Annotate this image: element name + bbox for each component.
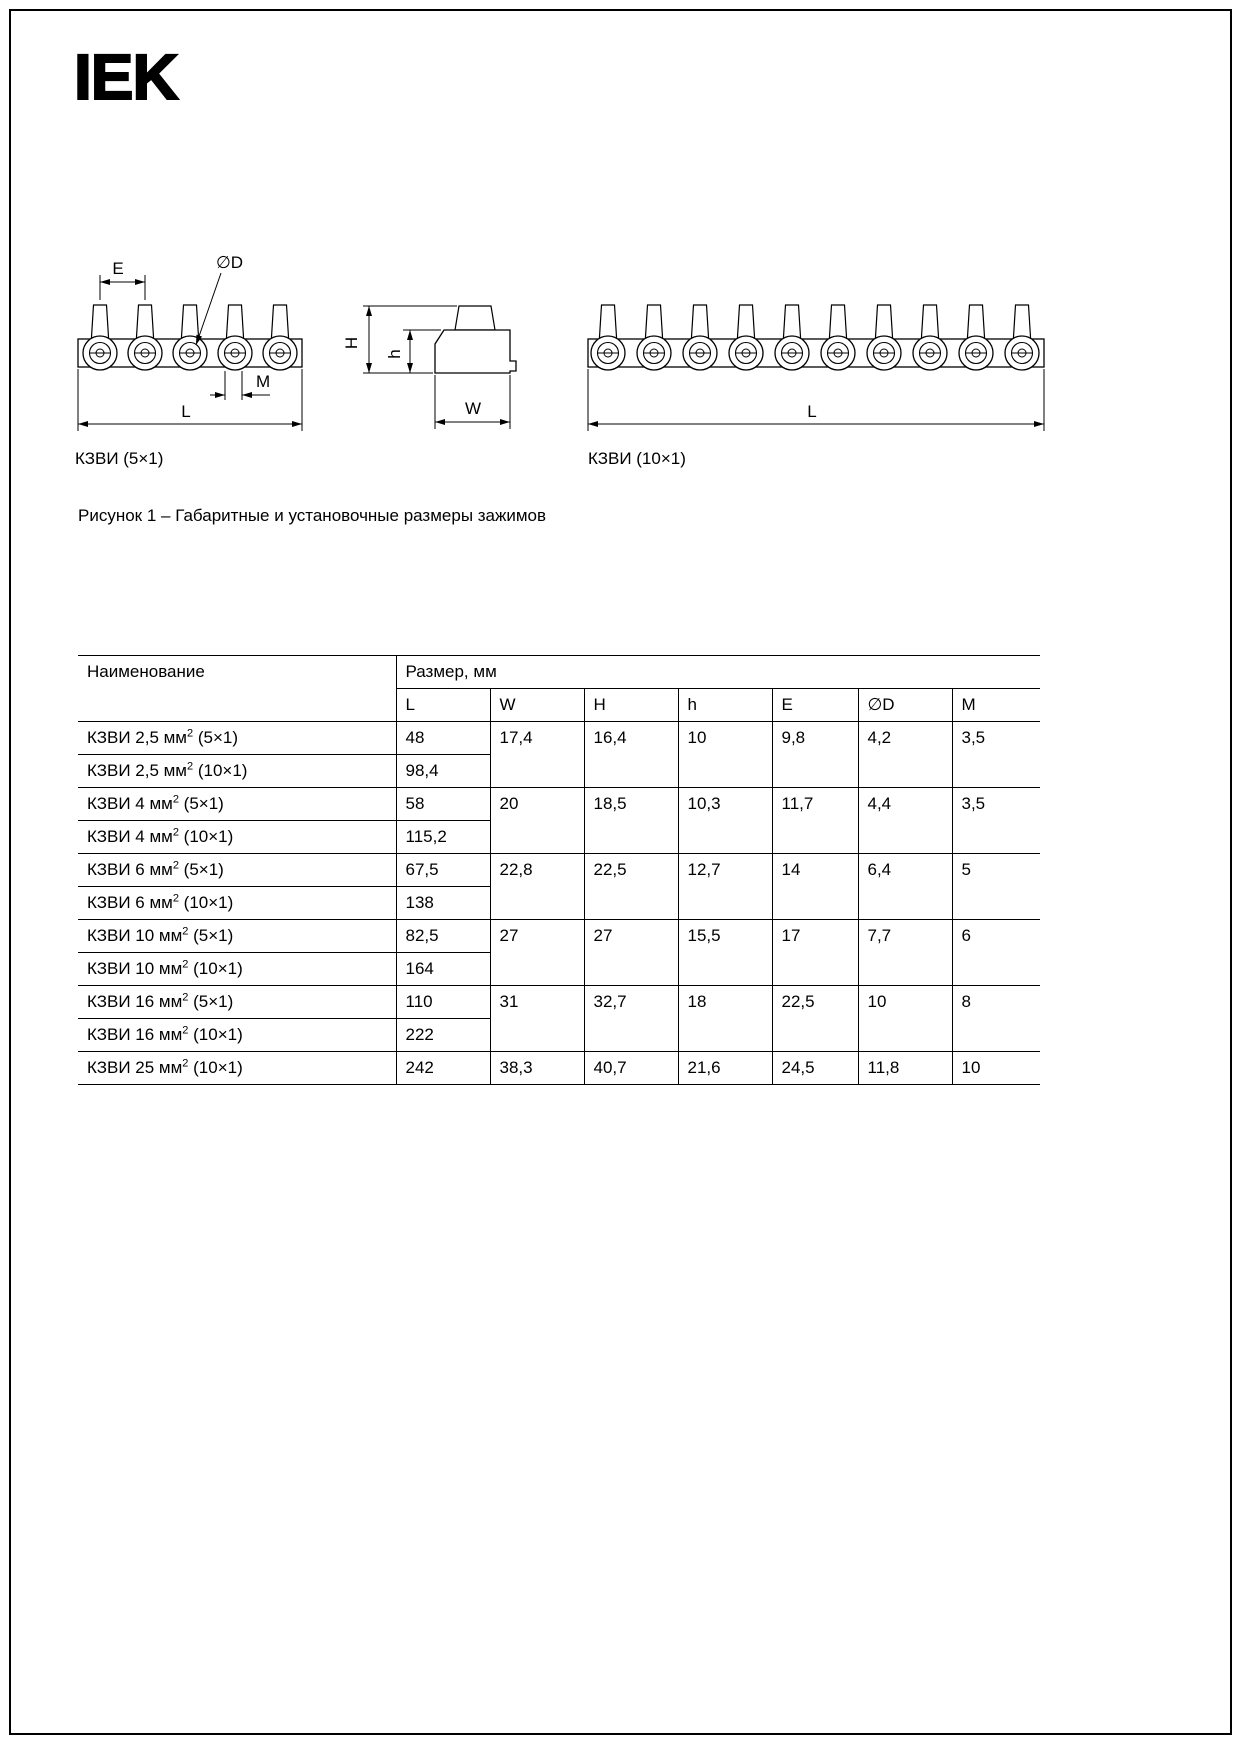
figure-title: Рисунок 1 – Габаритные и установочные размеры зажимов bbox=[78, 506, 547, 525]
cell-name: КЗВИ 2,5 $мм^2$ (5×1) bbox=[78, 722, 396, 755]
cell-name: КЗВИ 10 $мм^2$ (10×1) bbox=[78, 953, 396, 986]
cell-name: КЗВИ 16 $мм^2$ (10×1) bbox=[78, 1019, 396, 1052]
cell-e: 22,5 bbox=[772, 986, 858, 1052]
clamp-body bbox=[218, 336, 252, 370]
table-row bbox=[78, 986, 1040, 1019]
dimension-drawings bbox=[60, 248, 1060, 463]
clamp-body bbox=[729, 336, 763, 370]
cell-e: 17 bbox=[772, 920, 858, 986]
cell-m: 5 bbox=[952, 854, 1040, 920]
cell-d: 11,8 bbox=[858, 1052, 952, 1085]
cell-w: 38,3 bbox=[490, 1052, 584, 1085]
header-size: Размер, мм bbox=[396, 656, 1040, 689]
cell-l: 48 bbox=[396, 722, 490, 755]
cell-small-h: 10 bbox=[678, 722, 772, 788]
table-header-row bbox=[78, 656, 1040, 689]
cell-e: 14 bbox=[772, 854, 858, 920]
cell-w: 31 bbox=[490, 986, 584, 1052]
header-col-l: L bbox=[396, 689, 490, 722]
table-row bbox=[78, 854, 1040, 887]
clamp-body bbox=[263, 336, 297, 370]
cell-small-h: 18 bbox=[678, 986, 772, 1052]
cell-l: 222 bbox=[396, 1019, 490, 1052]
cell-name: КЗВИ 4 $мм^2$ (10×1) bbox=[78, 821, 396, 854]
clamp-body bbox=[959, 336, 993, 370]
cell-name: КЗВИ 2,5 $мм^2$ (10×1) bbox=[78, 755, 396, 788]
cell-e: 9,8 bbox=[772, 722, 858, 788]
clamp-body bbox=[173, 336, 207, 370]
table-row bbox=[78, 788, 1040, 821]
cell-cap-h: 18,5 bbox=[584, 788, 678, 854]
cell-w: 20 bbox=[490, 788, 584, 854]
clamp-body bbox=[821, 336, 855, 370]
drawing-caption-10x1: КЗВИ (10×1) bbox=[588, 449, 686, 468]
dim-label-l-10x1: L bbox=[807, 402, 817, 421]
header-col-m: M bbox=[952, 689, 1040, 722]
cell-l: 67,5 bbox=[396, 854, 490, 887]
side-screw bbox=[455, 306, 495, 330]
cell-name: КЗВИ 10 $мм^2$ (5×1) bbox=[78, 920, 396, 953]
cell-d: 7,7 bbox=[858, 920, 952, 986]
cell-name: КЗВИ 25 $мм^2$ (10×1) bbox=[78, 1052, 396, 1085]
cell-l: 58 bbox=[396, 788, 490, 821]
cell-name: КЗВИ 4 $мм^2$ (5×1) bbox=[78, 788, 396, 821]
side-view bbox=[342, 306, 516, 429]
cell-l: 138 bbox=[396, 887, 490, 920]
dim-label-d: ∅D bbox=[216, 253, 244, 272]
dim-label-l-5x1: L bbox=[181, 402, 191, 421]
cell-d: 6,4 bbox=[858, 854, 952, 920]
cell-name: КЗВИ 6 $мм^2$ (10×1) bbox=[78, 887, 396, 920]
dimensions-table bbox=[78, 655, 1040, 1085]
header-col-w: W bbox=[490, 689, 584, 722]
cell-cap-h: 16,4 bbox=[584, 722, 678, 788]
cell-small-h: 15,5 bbox=[678, 920, 772, 986]
drawing-caption-5x1: КЗВИ (5×1) bbox=[75, 449, 164, 468]
dim-label-m: M bbox=[256, 372, 271, 391]
cell-e: 24,5 bbox=[772, 1052, 858, 1085]
table-row bbox=[78, 920, 1040, 953]
header-col-e: E bbox=[772, 689, 858, 722]
clamp-body bbox=[637, 336, 671, 370]
dim-label-cap-h: H bbox=[342, 336, 361, 350]
cell-m: 3,5 bbox=[952, 788, 1040, 854]
front-view-10x1 bbox=[588, 305, 1044, 431]
cell-cap-h: 27 bbox=[584, 920, 678, 986]
table-row bbox=[78, 1052, 1040, 1085]
clamp-body bbox=[867, 336, 901, 370]
cell-l: 115,2 bbox=[396, 821, 490, 854]
cell-d: 10 bbox=[858, 986, 952, 1052]
clamp-body bbox=[775, 336, 809, 370]
cell-name: КЗВИ 16 $мм^2$ (5×1) bbox=[78, 986, 396, 1019]
header-col-d: ∅D bbox=[858, 689, 952, 722]
cell-m: 8 bbox=[952, 986, 1040, 1052]
cell-small-h: 21,6 bbox=[678, 1052, 772, 1085]
cell-l: 98,4 bbox=[396, 755, 490, 788]
cell-m: 6 bbox=[952, 920, 1040, 986]
cell-w: 27 bbox=[490, 920, 584, 986]
front-view-5x1 bbox=[78, 253, 302, 431]
clamp-body bbox=[1005, 336, 1039, 370]
cell-name: КЗВИ 6 $мм^2$ (5×1) bbox=[78, 854, 396, 887]
cell-e: 11,7 bbox=[772, 788, 858, 854]
dim-label-small-h: h bbox=[385, 349, 404, 359]
cell-d: 4,4 bbox=[858, 788, 952, 854]
header-col-small-h: h bbox=[678, 689, 772, 722]
cell-d: 4,2 bbox=[858, 722, 952, 788]
cell-cap-h: 40,7 bbox=[584, 1052, 678, 1085]
cell-m: 10 bbox=[952, 1052, 1040, 1085]
clamp-body bbox=[83, 336, 117, 370]
cell-m: 3,5 bbox=[952, 722, 1040, 788]
table-row bbox=[78, 722, 1040, 755]
clamp-body bbox=[683, 336, 717, 370]
dim-label-w: W bbox=[464, 399, 482, 418]
cell-w: 22,8 bbox=[490, 854, 584, 920]
cell-small-h: 12,7 bbox=[678, 854, 772, 920]
cell-small-h: 10,3 bbox=[678, 788, 772, 854]
side-body bbox=[435, 330, 516, 373]
iek-logo: IEK bbox=[74, 41, 178, 113]
cell-l: 242 bbox=[396, 1052, 490, 1085]
cell-l: 164 bbox=[396, 953, 490, 986]
clamp-body bbox=[913, 336, 947, 370]
cell-w: 17,4 bbox=[490, 722, 584, 788]
header-name: Наименование bbox=[78, 656, 396, 722]
cell-l: 110 bbox=[396, 986, 490, 1019]
clamp-body bbox=[128, 336, 162, 370]
clamp-body bbox=[591, 336, 625, 370]
cell-l: 82,5 bbox=[396, 920, 490, 953]
cell-cap-h: 32,7 bbox=[584, 986, 678, 1052]
dim-label-e: E bbox=[112, 259, 124, 278]
header-col-cap-h: H bbox=[584, 689, 678, 722]
cell-cap-h: 22,5 bbox=[584, 854, 678, 920]
